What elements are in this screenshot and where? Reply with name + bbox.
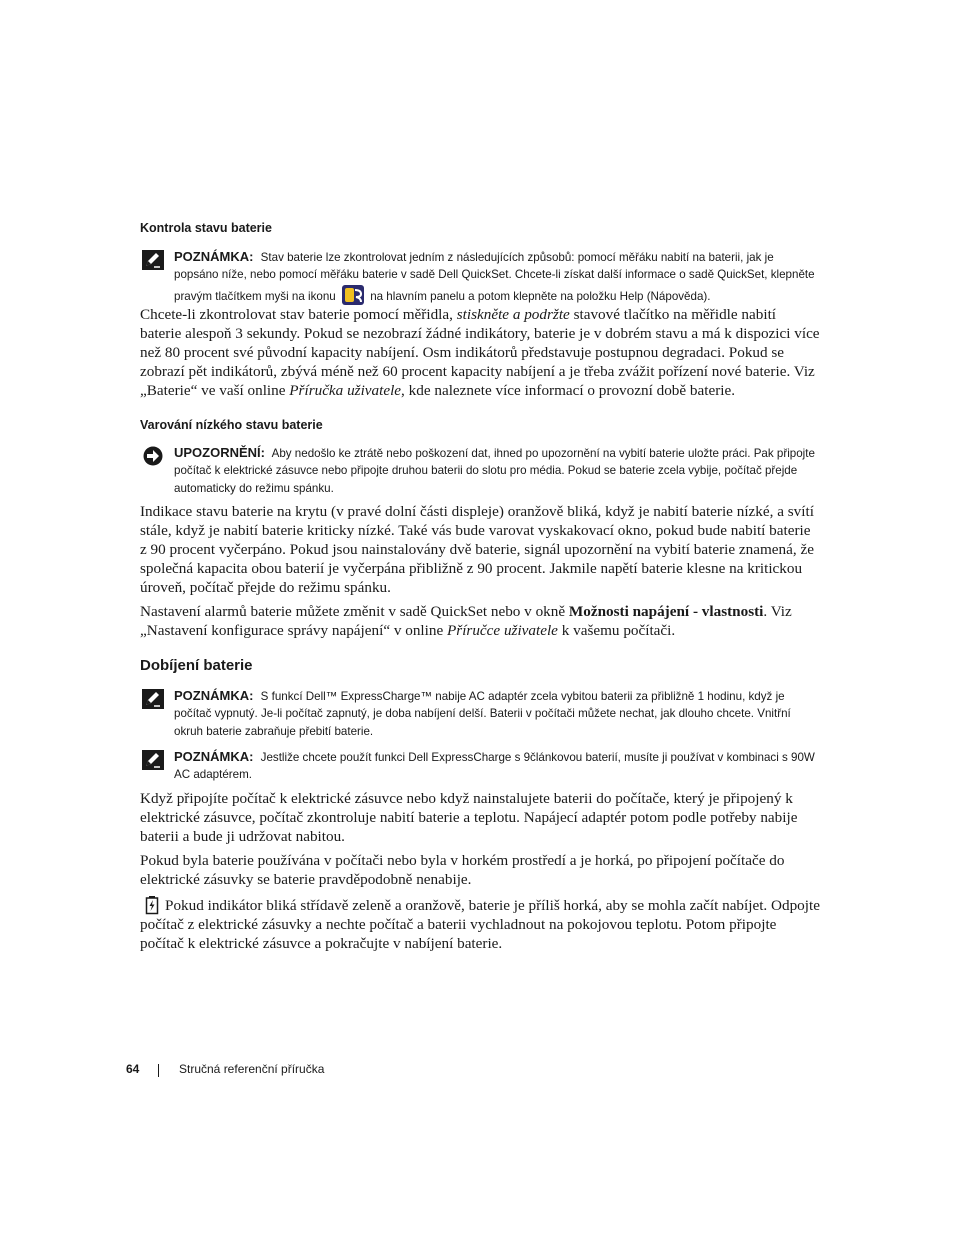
text-run: Chcete-li zkontrolovat stav baterie pomocí měřidla, <box>140 306 457 323</box>
pencil-note-icon <box>142 689 164 709</box>
paragraph-low-battery-indicator: Indikace stavu baterie na krytu (v pravé dolní části displeje) oranžově bliká, když je nabití baterie nízké, a svítí stále, když je nabití baterie kriticky nízké. Také vás bude varovat vyskakovací okno, pokud bude nabití baterie z 90 procent vyčerpáno. Pokud jsou nainstalovány dvě baterie, signál upozornění na vybití baterie znamená, že společná kapacita obou baterií je vyčerpána přibližně z 90 procent. Jakmile napětí baterie klesne na kritickou úroveň, počítač přejde do režimu spánku. <box>140 503 814 596</box>
footer-divider <box>158 1064 159 1077</box>
text-run: k vašemu počítači. <box>557 622 676 639</box>
paragraph-blinking-indicator <box>140 895 820 953</box>
note-label: POZNÁMKA: <box>174 688 254 703</box>
note-text: Stav baterie lze zkontrolovat jedním z následujících způsobů: pomocí měřáku nabití na baterii, jak je popsáno níže, nebo pomocí měřáku baterie v sadě Dell QuickSet. Chcete-li získat další informace o sadě QuickSet, klepněte pravým tlačítkem myši na ikonu <box>174 251 815 303</box>
text-run: . Viz „Nastavení konfigurace správy napájení“ v online <box>140 603 792 639</box>
note-text: Jestliže chcete použít funkci Dell ExpressCharge s 9článkovou baterií, musíte ji používat v kombinaci s 90W AC adaptérem. <box>174 751 815 782</box>
paragraph-alarm-settings <box>140 602 820 640</box>
pencil-note-icon <box>142 250 164 270</box>
section-heading-battery-check: Kontrola stavu baterie <box>140 221 272 235</box>
section-heading-low-battery: Varování nízkého stavu baterie <box>140 418 323 432</box>
pencil-note-icon <box>142 750 164 770</box>
notice-label: UPOZORNĚNÍ: <box>174 445 265 460</box>
paragraph-hot-battery: Pokud byla baterie používána v počítači nebo byla v horkém prostředí a je horká, po připojení počítače do elektrické zásuvky se baterie pravděpodobně nenabije. <box>140 852 785 888</box>
note-battery-check <box>140 248 820 306</box>
quickset-icon <box>341 284 365 306</box>
note-label: POZNÁMKA: <box>174 249 254 264</box>
paragraph-charging-check: Když připojíte počítač k elektrické zásuvce nebo když nainstalujete baterii do počítače, který je připojený k elektrické zásuvce, počítač zkontroluje nabití baterie a teplotu. Napájecí adaptér potom podle potřeby nabije baterii a bude ji udržovat nabitou. <box>140 790 798 845</box>
note-9cell-battery <box>140 748 820 784</box>
text-run: Nastavení alarmů baterie můžete změnit v sadě QuickSet nebo v okně <box>140 603 569 620</box>
text-run: , kde naleznete více informací o provozní době baterie. <box>401 382 736 399</box>
footer-title: Stručná referenční příručka <box>179 1062 325 1076</box>
notice-arrow-icon <box>142 446 164 466</box>
italic-run: Příručce uživatele <box>447 622 558 639</box>
text-run: Pokud indikátor bliká střídavě zeleně a oranžově, baterie je příliš horká, aby se mohla začít nabíjet. Odpojte počítač z elektrické zásuvky a nechte počítač a baterii vychladnout na pokojovou teplotu. Potom připojte počítač k elektrické zásuvce a pokračujte v nabíjení baterie. <box>140 897 820 952</box>
italic-run: stiskněte a podržte <box>456 306 570 323</box>
note-text: S funkcí Dell™ ExpressCharge™ nabije AC adaptér zcela vybitou baterii za přibližně 1 hodinu, když je počítač vypnutý. Je-li počítač zapnutý, je doba nabíjení delší. Baterii v počítači můžete nechat, jak dlouho chcete. Vnitřní okruh baterie zabraňuje přebití baterie. <box>174 690 791 738</box>
notice-low-battery <box>140 444 820 497</box>
note-label: POZNÁMKA: <box>174 749 254 764</box>
bold-run: Možnosti napájení - vlastnosti <box>568 603 764 620</box>
note-expresscharge <box>140 687 820 740</box>
battery-status-icon <box>145 895 159 915</box>
notice-text: Aby nedošlo ke ztrátě nebo poškození dat, ihned po upozornění na vybití baterie uložte práci. Pak připojte počítač k elektrické zásuvce nebo připojte druhou baterii do slotu pro média. Pokud se baterie zcela vybije, počítač přejde automaticky do režimu spánku. <box>174 447 815 495</box>
note-text-continued: na hlavním panelu a potom klepněte na položku Help (Nápověda). <box>370 289 711 303</box>
paragraph-battery-check <box>140 305 820 400</box>
text-run: stavové tlačítko na měřidle nabití baterie alespoň 3 sekundy. Pokud se nezobrazí žádné indikátory, baterie je v dobrém stavu a má k dispozici více než 80 procent své původní kapacity nabíjení. Osm indikátorů představuje postupnou degradaci. Pokud se zobrazí pět indikátorů, zbývá méně než 60 procent kapacity nabíjení a je třeba zvážit pořízení nové baterie. Viz „Baterie“ ve vaší online <box>140 306 820 399</box>
page-number: 64 <box>126 1062 140 1076</box>
italic-run: Příručka uživatele <box>289 382 402 399</box>
section-heading-charging: Dobíjení baterie <box>140 657 253 674</box>
